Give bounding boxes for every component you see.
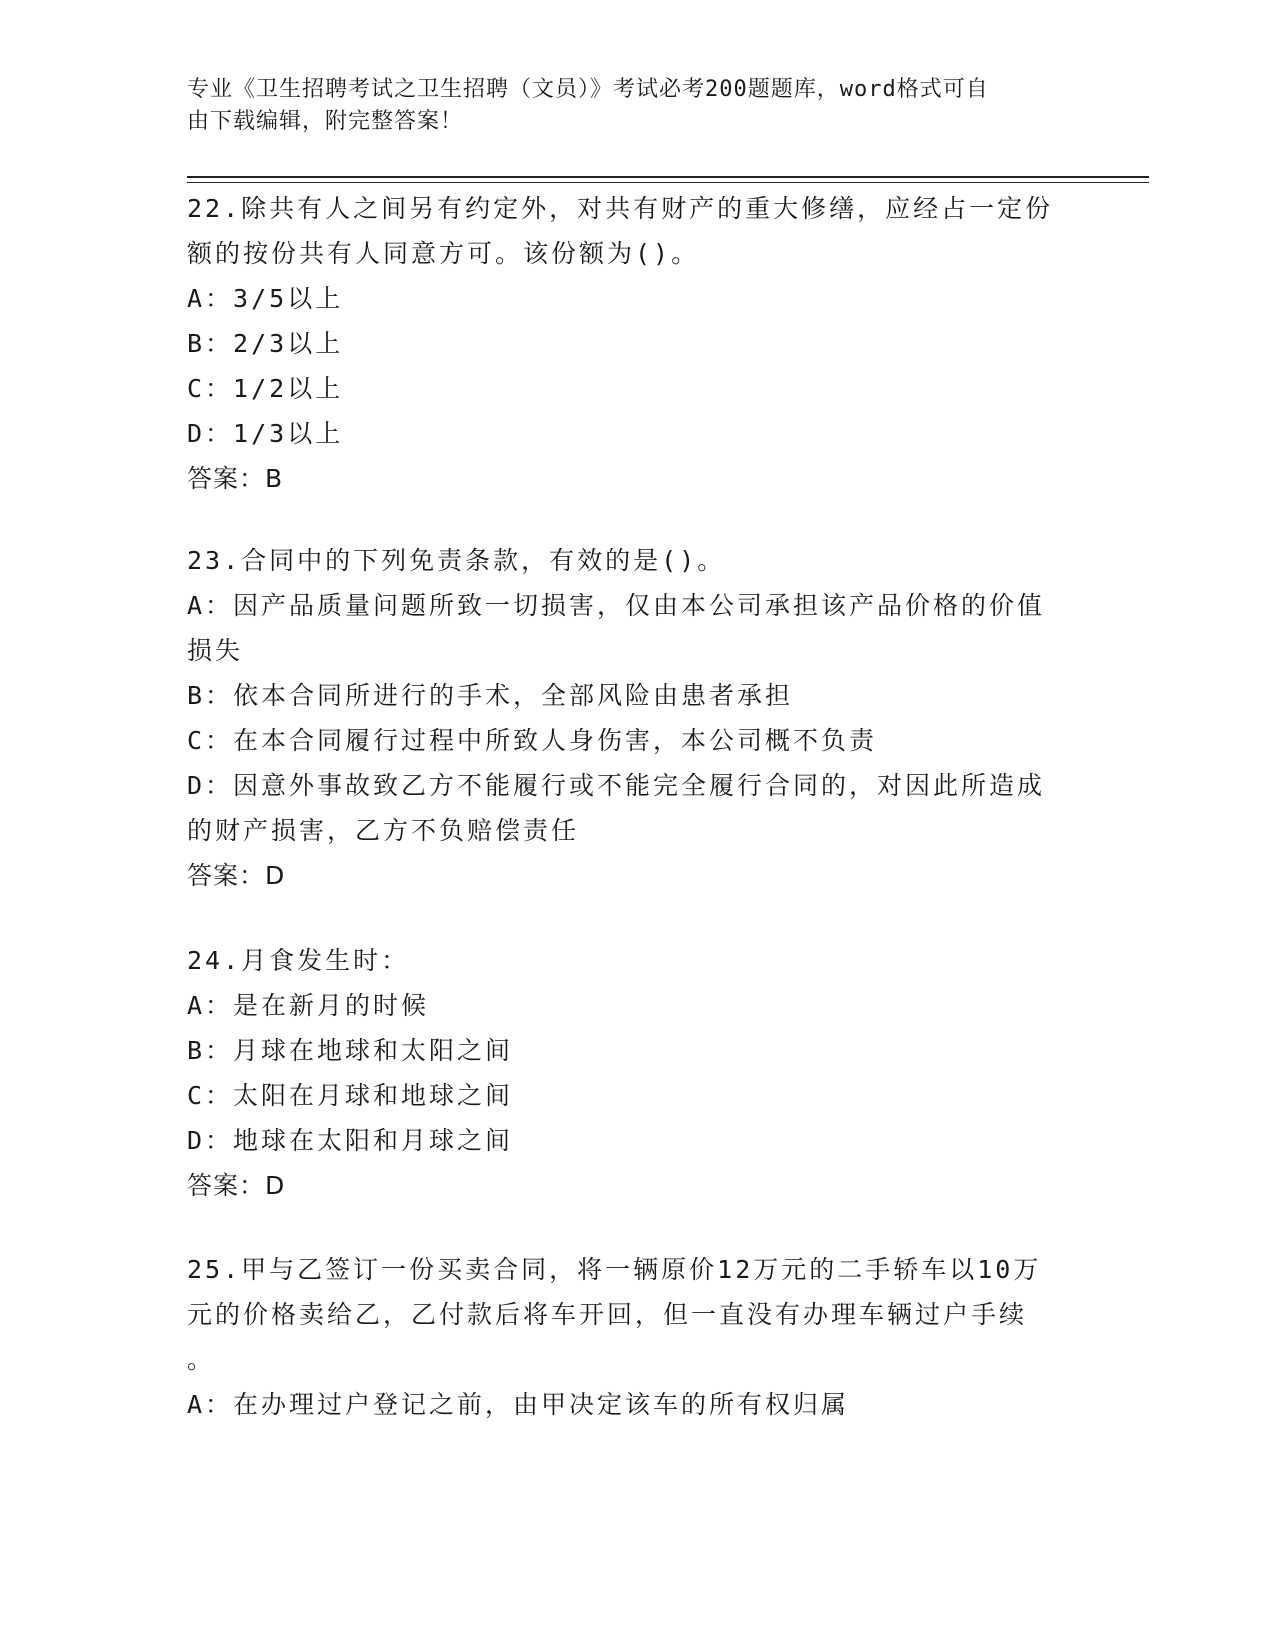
question-stem: 22.除共有人之间另有约定外，对共有财产的重大修缮，应经占一定份: [187, 194, 1054, 223]
option-c: C：在本合同履行过程中所致人身伤害，本公司概不负责: [187, 726, 878, 755]
question-stem: 25.甲与乙签订一份买卖合同，将一辆原价12万元的二手轿车以10万: [187, 1255, 1042, 1284]
question-22: [187, 186, 1067, 501]
header-divider-thick: [187, 176, 1149, 178]
answer-line: 答案：B: [187, 464, 284, 493]
option-b: B：依本合同所进行的手术，全部风险由患者承担: [187, 681, 794, 710]
option-d-continued: 的财产损害，乙方不负赔偿责任: [187, 816, 580, 845]
option-a: A：3/5以上: [187, 284, 344, 313]
option-d: D：因意外事故致乙方不能履行或不能完全履行合同的，对因此所造成: [187, 771, 1046, 800]
option-a: A：是在新月的时候: [187, 991, 430, 1020]
option-c: C：太阳在月球和地球之间: [187, 1081, 514, 1110]
answer-line: 答案：D: [187, 861, 286, 890]
document-header: 专业《卫生招聘考试之卫生招聘（文员）》考试必考200题题库，word格式可自 由下载编辑，附完整答案！: [187, 77, 989, 134]
header-divider-thin: [187, 182, 1149, 183]
question-23: [187, 538, 1067, 898]
question-stem: 23.合同中的下列免责条款，有效的是()。: [187, 546, 726, 575]
option-a: A：因产品质量问题所致一切损害，仅由本公司承担该产品价格的价值: [187, 591, 1046, 620]
option-a-continued: 损失: [187, 636, 244, 665]
question-stem: 额的按份共有人同意方可。该份额为()。: [187, 239, 700, 268]
option-b: B：月球在地球和太阳之间: [187, 1036, 514, 1065]
question-stem: 。: [187, 1345, 216, 1374]
option-b: B：2/3以上: [187, 329, 344, 358]
option-a: A：在办理过户登记之前，由甲决定该车的所有权归属: [187, 1390, 850, 1419]
option-d: D：1/3以上: [187, 419, 344, 448]
question-24: [187, 938, 1067, 1208]
question-25: [187, 1247, 1067, 1427]
question-stem: 24.月食发生时：: [187, 946, 410, 975]
option-d: D：地球在太阳和月球之间: [187, 1126, 514, 1155]
answer-line: 答案：D: [187, 1171, 286, 1200]
option-c: C：1/2以上: [187, 374, 344, 403]
question-stem: 元的价格卖给乙，乙付款后将车开回，但一直没有办理车辆过户手续: [187, 1300, 1028, 1329]
